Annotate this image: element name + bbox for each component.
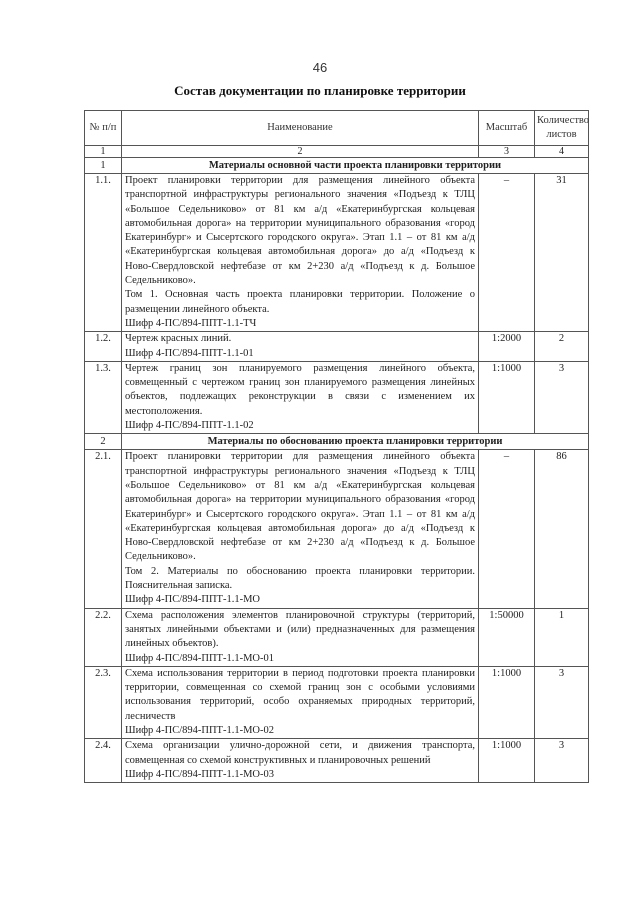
table-header-row: [85, 111, 589, 146]
item-number: 2.1.: [85, 450, 122, 608]
table-row: [85, 174, 589, 332]
item-cipher: Шифр 4-ПС/894-ППТ-1.1-01: [125, 347, 254, 359]
item-sheet-count: 3: [535, 739, 589, 783]
item-scale: –: [479, 174, 535, 332]
header-num: № п/п: [85, 111, 122, 146]
item-cipher: Шифр 4-ПС/894-ППТ-1.1-02: [125, 420, 254, 432]
item-number: 2.4.: [85, 739, 122, 783]
column-index: 3: [479, 146, 535, 158]
item-description: Проект планировки территории для размещения линейного объекта транспортной инфраструктуры регионального значения «Подъезд к ТЛЦ «Большое Седельниково» от 81 км а/д «Екатеринбургская кольцевая автомобильная дорога» на территории муниципального образования «город Екатеринбург» и Сысертского городского округа». Этап 1.1 – от 81 км а/д «Екатеринбургская кольцевая автомобильная дорога» до а/д «Подъезд к Ново-Свердловской нефтебазе от км 2+230 а/д «Подъезд к д. Большое Седельниково».: [125, 451, 475, 563]
item-sheet-count: 3: [535, 361, 589, 433]
header-name: Наименование: [122, 111, 479, 146]
item-description: Чертеж красных линий.: [125, 333, 232, 345]
item-description: Проект планировки территории для размещения линейного объекта транспортной инфраструктуры регионального значения «Подъезд к ТЛЦ «Большое Седельниково» от 81 км а/д «Екатеринбургская кольцевая автомобильная дорога» на территории муниципального образования «город Екатеринбург» и Сысертского городского округа». Этап 1.1 – от 81 км а/д «Екатеринбургская кольцевая автомобильная дорога» до а/д «Подъезд к Ново-Свердловской нефтебазе от км 2+230 а/д «Подъезд к д. Большое Седельниково».: [125, 175, 475, 287]
item-scale: 1:1000: [479, 361, 535, 433]
item-description: Схема использования территории в период подготовки проекта планировки территории, совмещенная со схемой границ зон с особыми условиями использования территорий, особо охраняемых природных территорий, лесничеств: [125, 667, 475, 722]
item-scale: 1:1000: [479, 739, 535, 783]
section-row: [85, 434, 589, 450]
item-sheet-count: 3: [535, 666, 589, 738]
section-title: Материалы по обоснованию проекта планировки территории: [122, 434, 589, 450]
documentation-table: [84, 110, 589, 783]
table-row: [85, 608, 589, 666]
item-description: Чертеж границ зон планируемого размещения линейного объекта, совмещенный с чертежом границ зон планируемого размещения линейных объектов, подлежащих реконструкции в связи с изменением их местоположения.: [125, 362, 475, 417]
item-description: Схема организации улично-дорожной сети, и движения транспорта, совмещенная со схемой конструктивных и планировочных решений: [125, 740, 475, 766]
table-row: [85, 666, 589, 738]
item-sheet-count: 2: [535, 332, 589, 362]
section-number: 2: [85, 434, 122, 450]
section-row: [85, 158, 589, 174]
item-name-cell: [122, 450, 479, 608]
table-row: [85, 361, 589, 433]
item-cipher: Шифр 4-ПС/894-ППТ-1.1-МО-01: [125, 652, 274, 664]
item-cipher: Шифр 4-ПС/894-ППТ-1.1-МО-03: [125, 768, 274, 780]
item-scale: –: [479, 450, 535, 608]
item-sheet-count: 86: [535, 450, 589, 608]
page-number: 46: [312, 60, 328, 75]
item-name-cell: [122, 608, 479, 666]
item-name-cell: [122, 666, 479, 738]
item-number: 1.1.: [85, 174, 122, 332]
header-scale: Масштаб: [479, 111, 535, 146]
item-number: 2.3.: [85, 666, 122, 738]
item-scale: 1:50000: [479, 608, 535, 666]
item-name-cell: [122, 174, 479, 332]
section-number: 1: [85, 158, 122, 174]
item-sheet-count: 31: [535, 174, 589, 332]
table-row: [85, 739, 589, 783]
item-description: Схема расположения элементов планировочной структуры (территорий, занятых линейными объектами и (или) предназначенных для размещения линейных объектов).: [125, 609, 475, 650]
item-number: 1.2.: [85, 332, 122, 362]
column-index: 4: [535, 146, 589, 158]
column-index: 2: [122, 146, 479, 158]
document-title: Состав документации по планировке территории: [174, 83, 466, 98]
item-cipher: Шифр 4-ПС/894-ППТ-1.1-МО: [125, 594, 261, 606]
item-name-cell: [122, 739, 479, 783]
item-cipher: Шифр 4-ПС/894-ППТ-1.1-МО-02: [125, 724, 274, 736]
item-scale: 1:1000: [479, 666, 535, 738]
column-index-row: [85, 146, 589, 158]
item-sheet-count: 1: [535, 608, 589, 666]
table-row: [85, 450, 589, 608]
item-volume: Том 1. Основная часть проекта планировки территории. Положение о размещении линейного объекта.: [125, 289, 475, 315]
item-scale: 1:2000: [479, 332, 535, 362]
item-cipher: Шифр 4-ПС/894-ППТ-1.1-ТЧ: [125, 317, 257, 329]
table-row: [85, 332, 589, 362]
item-name-cell: [122, 332, 479, 362]
item-number: 2.2.: [85, 608, 122, 666]
item-name-cell: [122, 361, 479, 433]
header-count: Количество листов: [535, 111, 589, 146]
item-number: 1.3.: [85, 361, 122, 433]
section-title: Материалы основной части проекта планировки территории: [122, 158, 589, 174]
column-index: 1: [85, 146, 122, 158]
item-volume: Том 2. Материалы по обоснованию проекта планировки территории. Пояснительная записка.: [125, 565, 475, 592]
